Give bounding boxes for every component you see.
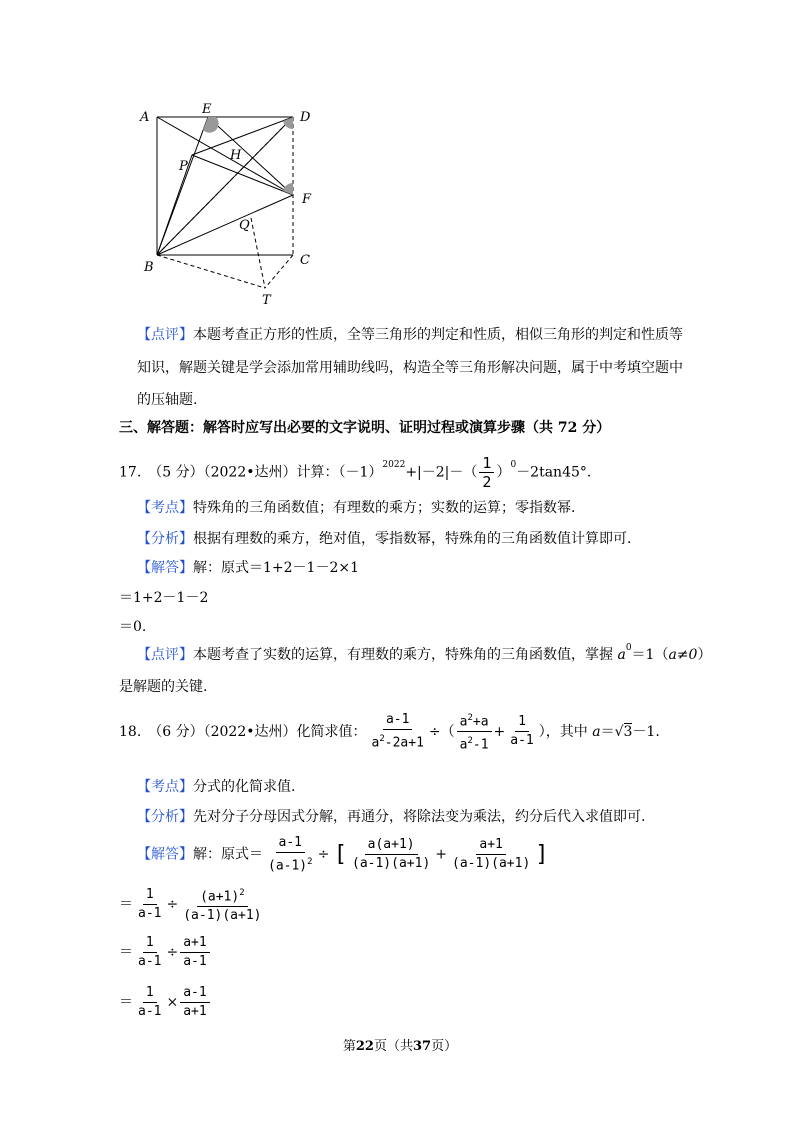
kaodian-text: 分式的化简求值. <box>193 779 296 795</box>
q17-prefix: 17. （5 分）（2022•达州）计算：（－1） <box>119 464 383 481</box>
label-B: B <box>144 260 154 275</box>
frac-num: a-1 <box>276 835 305 853</box>
dianping-text2: ＝1（ <box>631 647 669 663</box>
jieda-tag: 【解答】 <box>137 560 193 576</box>
frac-den: (a-1)(a+1) <box>352 856 431 872</box>
q17-step3: ＝0. <box>119 619 147 635</box>
segment-EF <box>208 117 293 195</box>
q18-var: a <box>592 723 601 740</box>
label-E: E <box>202 102 212 117</box>
q17-kaodian <box>137 497 575 517</box>
s1-close: ] <box>535 842 549 868</box>
s3-fraction2 <box>180 935 209 970</box>
den-b: -2a+1 <box>384 735 424 751</box>
frac-den <box>369 730 427 751</box>
frac-den: a-1 <box>510 733 534 749</box>
den-exp: 2 <box>307 857 313 867</box>
frac-den: a-1 <box>138 1004 162 1019</box>
label-D: D <box>300 110 311 125</box>
s1-fraction1 <box>265 835 316 874</box>
sqrt-value: 3 <box>623 723 633 740</box>
q18-step2 <box>119 885 267 924</box>
s1-plus: + <box>435 846 448 863</box>
frac-num: 1 <box>143 985 157 1003</box>
s2-fraction2 <box>180 885 264 924</box>
footer-total-pages: 37 <box>413 1039 432 1054</box>
dianping-text3: ） <box>697 647 712 663</box>
q17-exponent: 2022 <box>382 459 406 470</box>
comment-text: 本题考查正方形的性质，全等三角形的判定和性质，相似三角形的判定和性质等 <box>193 327 683 343</box>
dianping-text: 本题考查了实数的运算，有理数的乘方，特殊角的三角函数值，掌握 <box>193 647 618 663</box>
q18-step3 <box>119 935 212 970</box>
s1-fraction2 <box>349 837 433 872</box>
q17-exponent2: 0 <box>510 459 517 470</box>
section-heading: 三、解答题：解答时应写出必要的文字说明、证明过程或演算步骤（共 72 分） <box>119 420 611 436</box>
comment16-line2 <box>137 357 683 377</box>
dianping-var: a <box>617 647 626 663</box>
q18-fenxi <box>137 806 645 826</box>
frac-num: a+1 <box>476 837 505 855</box>
footer-mid: 页（共 <box>373 1039 413 1054</box>
segment-BD-dash <box>157 122 288 255</box>
frac-num: 1 <box>479 455 494 473</box>
angle-mark-E <box>203 117 219 133</box>
q18-tail: －1. <box>632 723 660 740</box>
s3-eq: ＝ <box>119 944 133 961</box>
kaodian-text: 特殊角的三角函数值；有理数的乘方；实数的运算；零指数幂. <box>193 500 576 516</box>
frac-den: a+1 <box>183 1004 207 1019</box>
footer-post: 页） <box>431 1039 458 1054</box>
q17-step2: ＝1+2－1－2 <box>119 590 209 606</box>
dianping-cond: a≠0 <box>668 647 698 663</box>
q18-fraction3 <box>507 714 536 749</box>
s2-fraction1 <box>135 887 164 922</box>
sqrt-symbol: √ <box>614 723 624 740</box>
jieda-text: 解：原式＝ <box>193 846 263 863</box>
den-exp: 2 <box>467 736 473 747</box>
frac-num: a-1 <box>383 712 412 730</box>
geometry-figure <box>130 100 330 310</box>
den-exp: 2 <box>379 734 385 745</box>
q18-close: ），其中 <box>538 723 593 740</box>
label-A: A <box>140 110 150 125</box>
s3-div: ÷ <box>166 944 179 961</box>
fenxi-tag: 【分析】 <box>137 809 193 825</box>
den-a: a <box>459 737 468 753</box>
jieda-text: 解：原式＝1+2－1－2×1 <box>193 560 359 576</box>
jieda-tag: 【解答】 <box>137 846 193 863</box>
s4-fraction1 <box>135 985 164 1020</box>
q18-kaodian <box>137 776 295 796</box>
num-exp: 2 <box>467 713 473 723</box>
frac-num: 1 <box>143 887 157 905</box>
frac-num: a-1 <box>180 985 209 1003</box>
s2-eq: ＝ <box>119 896 133 913</box>
label-T: T <box>262 293 271 308</box>
frac-num <box>197 885 248 907</box>
frac-num <box>457 710 492 732</box>
comment16-line3 <box>137 389 197 409</box>
frac-den: a-1 <box>183 954 207 969</box>
frac-den: a-1 <box>138 906 162 922</box>
page-footer <box>0 1035 800 1054</box>
comment-tag: 【点评】 <box>137 327 193 343</box>
segment-CT <box>265 255 293 288</box>
q18-step4 <box>119 985 212 1020</box>
frac-num: a(a+1) <box>365 837 418 855</box>
q18-jieda <box>137 835 549 874</box>
fenxi-text: 根据有理数的乘方，绝对值，零指数幂，特殊角的三角函数值计算即可. <box>193 531 632 547</box>
q17-fenxi <box>137 528 631 548</box>
frac-den <box>457 732 492 753</box>
segment-PF <box>192 155 293 195</box>
comment16-line1 <box>137 324 683 344</box>
q18-plus: + <box>493 723 506 740</box>
frac-den: a-1 <box>138 954 162 969</box>
s4-eq: ＝ <box>119 994 133 1011</box>
frac-den: (a-1)(a+1) <box>452 856 531 872</box>
footer-page-number: 22 <box>355 1039 374 1054</box>
footer-pre: 第 <box>342 1039 356 1054</box>
label-C: C <box>300 253 310 268</box>
segment-BT <box>157 255 265 288</box>
frac-den: 2 <box>482 473 492 491</box>
q18-fraction2 <box>457 710 492 754</box>
kaodian-tag: 【考点】 <box>137 500 193 516</box>
s3-fraction1 <box>135 935 164 970</box>
s1-div: ÷ <box>317 846 330 863</box>
s1-open: [ <box>333 842 347 868</box>
s4-times: × <box>166 994 179 1011</box>
comment-text: 的压轴题. <box>137 392 198 408</box>
num-a: a <box>459 714 468 730</box>
q17-mid: +|－2|－（ <box>405 464 478 481</box>
num-base: (a+1) <box>200 889 240 905</box>
comment-text: 知识，解题关键是学会添加常用辅助线吗，构造全等三角形解决问题，属于中考填空题中 <box>137 360 683 376</box>
num-exp: 2 <box>239 888 245 898</box>
q17-question <box>119 455 591 490</box>
den-b: -1 <box>472 737 489 753</box>
segment-AF <box>157 117 293 195</box>
q18-prefix: 18. （6 分）（2022•达州）化简求值： <box>119 723 367 740</box>
s4-fraction2 <box>180 985 209 1020</box>
s2-div: ÷ <box>166 896 179 913</box>
frac-num: 1 <box>143 935 157 953</box>
q17-dianping <box>137 644 711 664</box>
label-P: P <box>179 159 188 174</box>
segment-QT <box>251 218 265 288</box>
dianping-tag: 【点评】 <box>137 647 193 663</box>
fenxi-text: 先对分子分母因式分解，再通分，将除法变为乘法，约分后代入求值即可. <box>193 809 646 825</box>
label-F: F <box>302 192 312 207</box>
label-Q: Q <box>239 218 250 233</box>
q17-jieda <box>137 557 359 577</box>
q17-fraction <box>479 455 494 490</box>
den-base: (a-1) <box>268 858 308 874</box>
frac-num: a+1 <box>180 935 209 953</box>
q18-div: ÷（ <box>428 723 455 740</box>
q18-fraction1 <box>369 712 427 751</box>
frac-den <box>265 853 316 874</box>
frac-den: (a-1)(a+1) <box>183 908 262 924</box>
dianping-exp: 0 <box>625 643 632 654</box>
kaodian-tag: 【考点】 <box>137 779 193 795</box>
q18-question <box>119 710 660 754</box>
q17-close: ） <box>496 464 511 481</box>
segment-BF <box>157 195 293 255</box>
q17-dianping-line2: 是解题的关键. <box>119 679 208 695</box>
den-a: a <box>371 735 380 751</box>
label-H: H <box>230 148 242 163</box>
frac-num: 1 <box>515 714 529 732</box>
q18-eq: ＝ <box>600 723 615 740</box>
num-b: +a <box>472 714 489 730</box>
q17-suffix: －2tan45°. <box>516 464 592 481</box>
s1-fraction3 <box>449 837 533 872</box>
fenxi-tag: 【分析】 <box>137 531 193 547</box>
